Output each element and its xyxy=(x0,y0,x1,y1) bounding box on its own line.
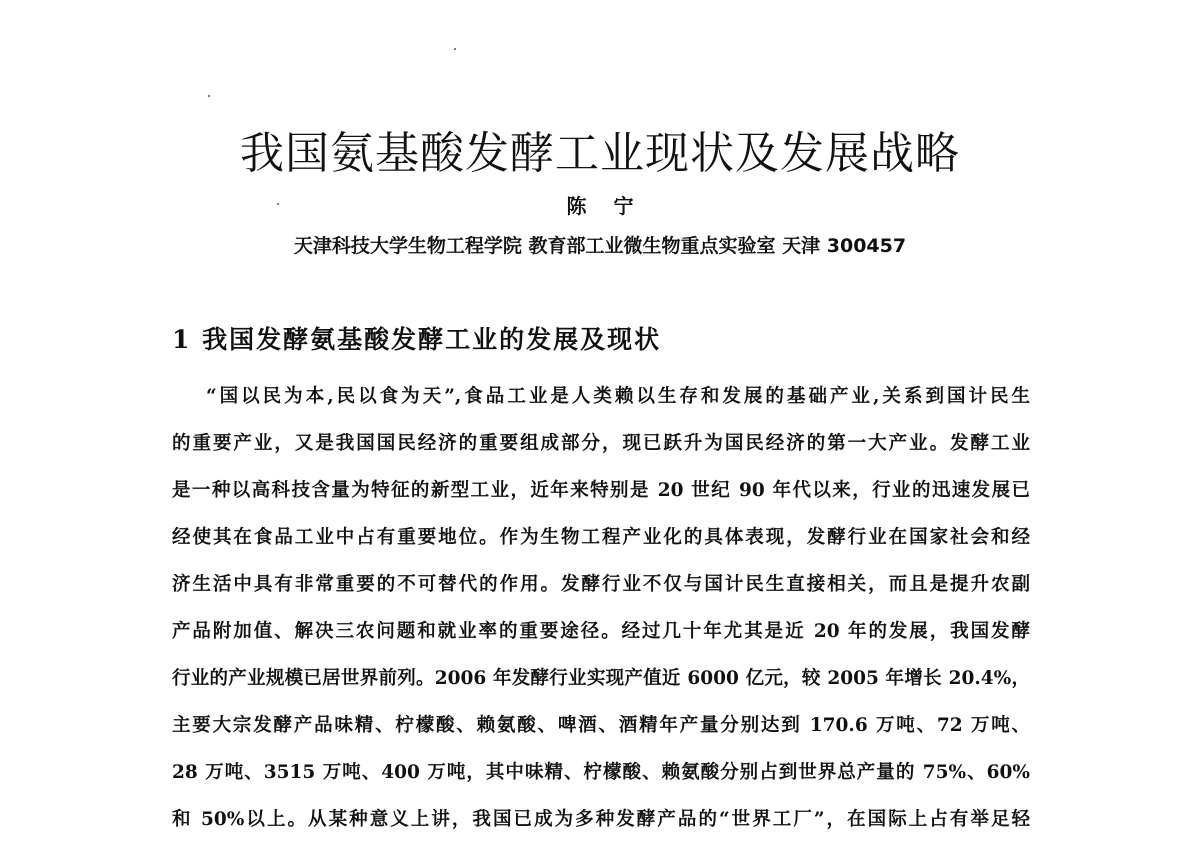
body-text-line: 济生活中具有非常重要的不可替代的作用。发酵行业不仅与国计民生直接相关，而且是提升农副 xyxy=(172,574,1030,595)
body-text-line: 产品附加值、解决三农问题和就业率的重要途径。经过几十年尤其是近 20 年的发展，我国发酵 xyxy=(172,621,1030,642)
body-text-line: 经使其在食品工业中占有重要地位。作为生物工程产业化的具体表现，发酵行业在国家社会和经 xyxy=(172,527,1030,548)
body-text-line: 和 50%以上。从某种意义上讲，我国已成为多种发酵产品的“世界工厂”，在国际上占有举足轻 xyxy=(172,809,1030,830)
author-affiliation: 天津科技大学生物工程学院 教育部工业微生物重点实验室 天津 300457 xyxy=(293,235,907,257)
body-text-line: 主要大宗发酵产品味精、柠檬酸、赖氨酸、啤酒、酒精年产量分别达到 170.6 万吨、72 万吨、 xyxy=(172,715,1030,736)
body-text-line: 的重要产业，又是我国国民经济的重要组成部分，现已跃升为国民经济的第一大产业。发酵工业 xyxy=(172,433,1030,454)
paper-title: 我国氨基酸发酵工业现状及发展战略 xyxy=(240,128,960,179)
section-heading: 1 我国发酵氨基酸发酵工业的发展及现状 xyxy=(172,325,662,354)
author-name: 陈 宁 xyxy=(566,194,644,218)
scan-speck xyxy=(208,95,210,97)
scan-speck xyxy=(454,48,456,50)
body-text-line: “国以民为本,民以食为天”,食品工业是人类赖以生存和发展的基础产业,关系到国计民生 xyxy=(206,386,1030,407)
body-text-line: 是一种以高科技含量为特征的新型工业，近年来特别是 20 世纪 90 年代以来，行业的迅速发展已 xyxy=(172,480,1030,501)
body-text-line: 行业的产业规模已居世界前列。2006 年发酵行业实现产值近 6000 亿元，较 2005 年增长 20.4%， xyxy=(172,668,1030,689)
body-text-line: 28 万吨、3515 万吨、400 万吨，其中味精、柠檬酸、赖氨酸分别占到世界总产量的 75%、60% xyxy=(172,762,1030,783)
